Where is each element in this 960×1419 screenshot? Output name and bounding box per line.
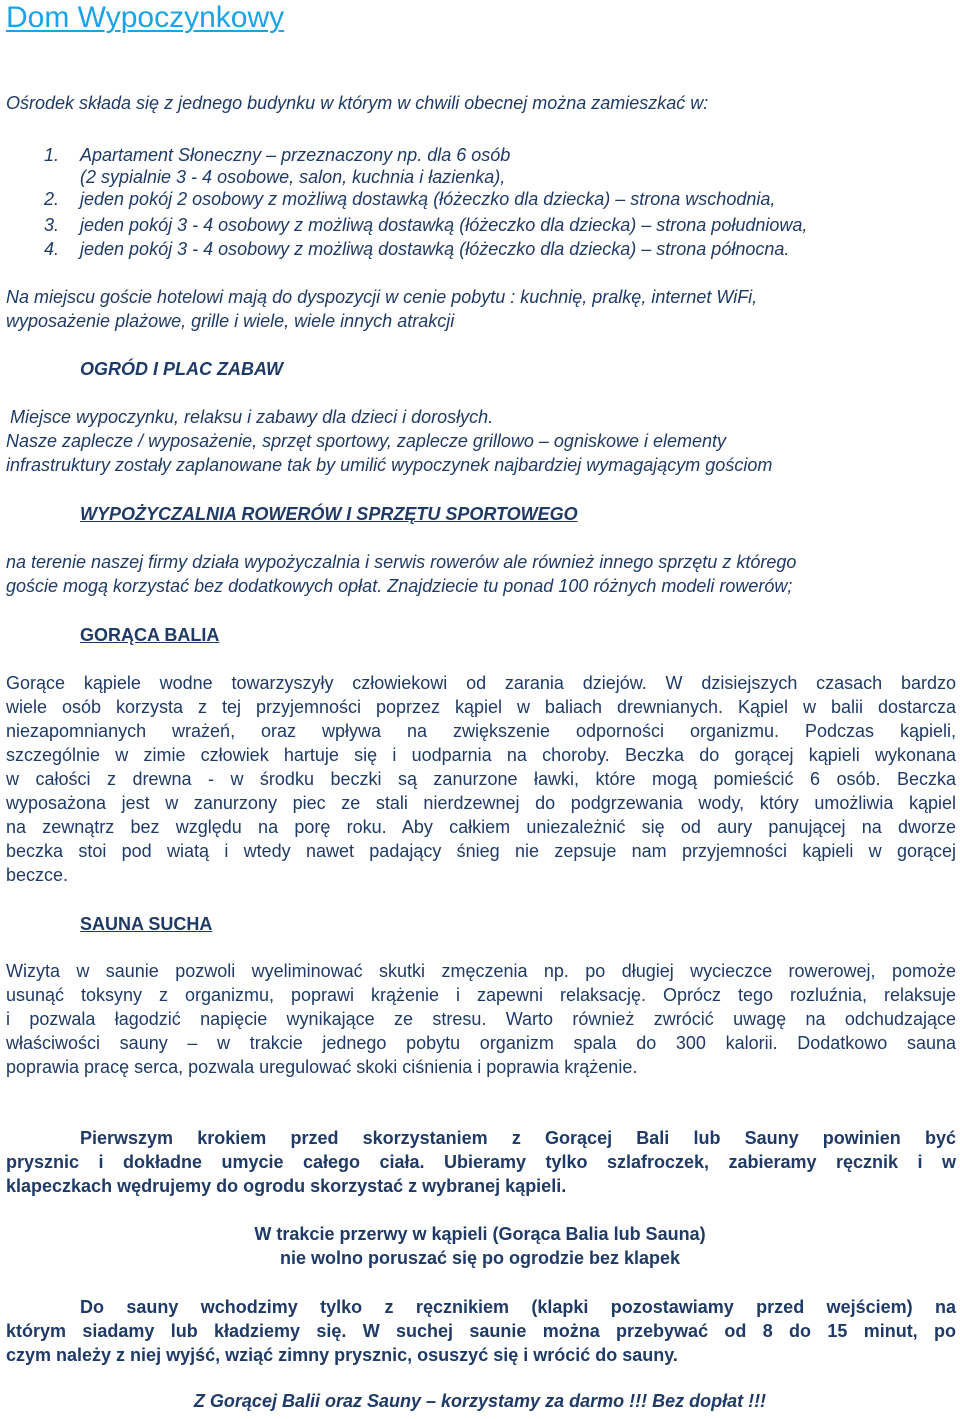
balia-line-3: niezapomnianych wrażeń, oraz wpływa na zwiększenie odporności organizmu. Podczas kąpieli, xyxy=(6,721,956,741)
balia-heading: GORĄCA BALIA xyxy=(80,625,220,645)
break-rule-line-1: W trakcie przerwy w kąpieli (Gorąca Balia lub Sauna) xyxy=(254,1224,706,1244)
rules-first-last-line: klapeczkach wędrujemy do ogrodu skorzystać z wybranej kąpieli. xyxy=(6,1176,567,1196)
garden-line-1: Miejsce wypoczynku, relaksu i zabawy dla dzieci i dorosłych. xyxy=(10,407,494,427)
room-1-line2: (2 sypialnie 3 - 4 osobowe, salon, kuchnia i łazienka), xyxy=(80,167,506,187)
balia-line-2: wiele osób korzysta z tej przyjemności poprzez kąpiel w baliach drewnianych. Kąpiel w balii dostarcza xyxy=(6,697,956,717)
sauna-last-line: poprawia pracę serca, pozwala uregulować skoki ciśnienia i poprawia krążenie. xyxy=(6,1057,638,1077)
balia-line-6: wyposażona jest w zanurzony piec ze stali nierdzewnej do podgrzewania wody, który umożliwia kąpiel xyxy=(6,793,956,813)
room-3-number: 3. xyxy=(44,215,60,235)
sauna-line-1: Wizyta w saunie pozwoli wyeliminować skutki zmęczenia np. po długiej wycieczce rowerowej, pomoże xyxy=(6,961,956,981)
rental-heading: WYPOŻYCZALNIA ROWERÓW I SPRZĘTU SPORTOWEGO xyxy=(80,504,578,524)
balia-line-4: szczególnie w zimie człowiek hartuje się i uodparnia na choroby. Beczka do gorącej kąpieli wykonana xyxy=(6,745,956,765)
sauna-rule-line-1: Do sauny wchodzimy tylko z ręcznikiem (klapki pozostawiamy przed wejściem) na xyxy=(80,1297,956,1317)
sauna-line-2: usunąć toksyny z organizmu, poprawi krążenie i zapewni relaksację. Oprócz tego rozluźnia, relaksuje xyxy=(6,985,956,1005)
amenities-line-2: wyposażenie plażowe, grille i wiele, wiele innych atrakcji xyxy=(6,311,455,331)
balia-line-5: w całości z drewna - w środku beczki są zanurzone ławki, które mogą pomieścić 6 osób. Beczka xyxy=(6,769,956,789)
sauna-heading: SAUNA SUCHA xyxy=(80,914,213,934)
balia-last-line: beczce. xyxy=(6,865,69,885)
room-1-number: 1. xyxy=(44,145,60,165)
rental-line-1: na terenie naszej firmy działa wypożyczalnia i serwis rowerów ale również innego sprzętu z którego xyxy=(6,552,797,572)
break-rule-line-2: nie wolno poruszać się po ogrodzie bez klapek xyxy=(279,1248,681,1268)
room-4-line1: jeden pokój 3 - 4 osobowy z możliwą dostawką (łóżeczko dla dziecka) – strona północna. xyxy=(80,239,790,259)
garden-line-2: Nasze zaplecze / wyposażenie, sprzęt sportowy, zaplecze grillowo – ogniskowe i elementy xyxy=(6,431,727,451)
garden-line-3: infrastruktury zostały zaplanowane tak by umilić wypoczynek najbardziej wymagającym gościom xyxy=(6,455,773,475)
room-2-line1: jeden pokój 2 osobowy z możliwą dostawką (łóżeczko dla dziecka) – strona wschodnia, xyxy=(80,189,776,209)
sauna-rule-line-2: którym siadamy lub kładziemy się. W suchej saunie można przebywać od 8 do 15 minut, po xyxy=(6,1321,956,1341)
sauna-line-3: i pozwala łagodzić napięcie wynikające ze stresu. Warto również zwrócić uwagę na odchudzające xyxy=(6,1009,956,1029)
footer-free-note: Z Gorącej Balii oraz Sauny – korzystamy za darmo !!! Bez dopłat !!! xyxy=(193,1391,767,1411)
room-3-line1: jeden pokój 3 - 4 osobowy z możliwą dostawką (łóżeczko dla dziecka) – strona południowa, xyxy=(80,215,808,235)
room-4-number: 4. xyxy=(44,239,60,259)
garden-heading: OGRÓD I PLAC ZABAW xyxy=(80,359,283,379)
intro-text: Ośrodek składa się z jednego budynku w którym w chwili obecnej można zamieszkać w: xyxy=(6,93,709,113)
page-title: Dom Wypoczynkowy xyxy=(6,1,285,34)
balia-line-1: Gorące kąpiele wodne towarzyszyły człowiekowi od zarania dziejów. W dzisiejszych czasach bardzo xyxy=(6,673,956,693)
room-2-number: 2. xyxy=(44,189,60,209)
rules-first-line-2: prysznic i dokładne umycie całego ciała. Ubieramy tylko szlafroczek, zabieramy ręcznik i w xyxy=(6,1152,956,1172)
balia-line-8: beczka stoi pod wiatą i wtedy nawet padający śnieg nie zepsuje nam przyjemności kąpieli w gorącej xyxy=(6,841,956,861)
balia-line-7: na zewnątrz bez względu na porę roku. Aby całkiem uniezależnić się od aury panującej na dworze xyxy=(6,817,956,837)
rental-line-2: goście mogą korzystać bez dodatkowych opłat. Znajdziecie tu ponad 100 różnych modeli rowerów; xyxy=(6,576,793,596)
rules-first-line-1: Pierwszym krokiem przed skorzystaniem z Gorącej Bali lub Sauny powinien być xyxy=(80,1128,956,1148)
sauna-rule-last-line: czym należy z niej wyjść, wziąć zimny prysznic, osuszyć się i wrócić do sauny. xyxy=(6,1345,678,1365)
room-1-line1: Apartament Słoneczny – przeznaczony np. dla 6 osób xyxy=(80,145,511,165)
sauna-line-4: właściwości sauny – w trakcie jednego pobytu organizm spala do 300 kalorii. Dodatkowo sauna xyxy=(6,1033,956,1053)
amenities-line-1: Na miejscu goście hotelowi mają do dyspozycji w cenie pobytu : kuchnię, pralkę, internet WiFi, xyxy=(6,287,758,307)
